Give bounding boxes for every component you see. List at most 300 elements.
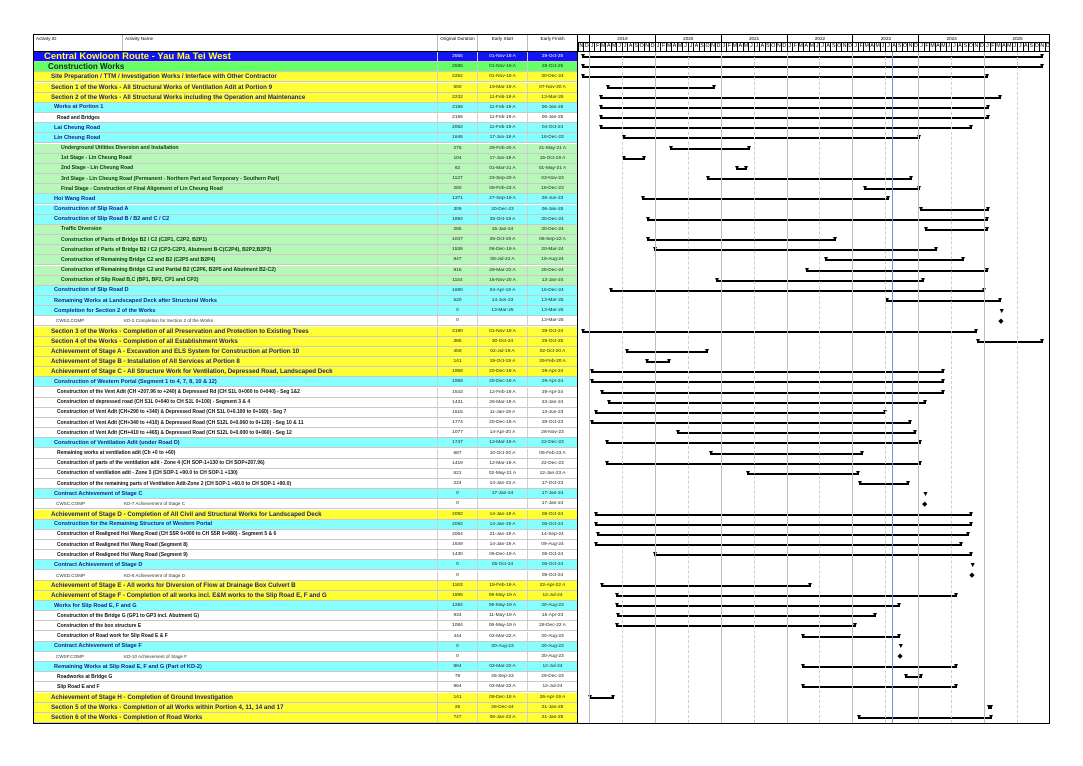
gantt-bar[interactable]	[607, 87, 715, 89]
early-start: 17-Jun-19 A	[477, 133, 527, 142]
activity-name: Site Preparation / TTM / Investigation Works / Interface with Other Contractor	[51, 73, 277, 81]
table-row[interactable]	[34, 601, 577, 611]
early-start: 01-Nov-18 A	[477, 327, 527, 336]
timeline-month: O	[837, 43, 842, 49]
table-row[interactable]	[34, 133, 577, 143]
activity-name: Traffic Diversion	[61, 226, 102, 233]
table-row[interactable]	[34, 235, 577, 245]
timeline-month: N	[776, 43, 781, 49]
milestone-marker[interactable]: ◆	[969, 572, 975, 580]
gantt-bar[interactable]	[582, 56, 1043, 58]
gantt-bar[interactable]	[825, 259, 964, 261]
table-row[interactable]	[34, 489, 577, 499]
activity-name: Construction of Realigned Hoi Wang Road (CH S5R 0+000 to CH S5R 0+080) - Segment 5 & 6	[57, 531, 277, 538]
early-start: 12-Feb-19 A	[477, 388, 527, 397]
early-finish: 05-Oct-24	[527, 560, 577, 569]
timeline-month: F	[793, 43, 797, 49]
early-finish: 30-Aug-23	[527, 632, 577, 641]
gantt-bar[interactable]	[677, 432, 916, 434]
activity-name: Achievement of Stage A - Excavation and ELS System for Construction at Portion 10	[51, 347, 300, 355]
early-finish: 26-Apr-19 A	[527, 693, 577, 702]
early-start: 09-Jul-22 A	[477, 255, 527, 264]
gantt-bar[interactable]	[600, 97, 1001, 99]
header-activity-name[interactable]: Activity Name	[122, 35, 437, 51]
timeline-month: D	[716, 43, 721, 49]
original-duration: 1430	[437, 550, 477, 559]
activity-name: Construction of the Bridge G (GP1 to GP3 incl. Abutment G)	[57, 612, 200, 619]
original-duration: 815	[437, 266, 477, 275]
original-duration: 141	[437, 357, 477, 366]
activity-id: CWSD.COMP	[56, 572, 86, 578]
timeline-month: M	[809, 43, 814, 49]
table-row[interactable]	[34, 164, 577, 174]
table-row[interactable]	[34, 398, 577, 408]
early-finish: 18-Dec-23	[527, 184, 577, 193]
early-start: 06-Dec-19 A	[477, 245, 527, 254]
early-start: 17-Jun-19 A	[477, 154, 527, 163]
original-duration: 1649	[437, 540, 477, 549]
early-finish: 30-Aug-23	[527, 642, 577, 651]
gantt-bar[interactable]	[608, 402, 926, 404]
early-start	[477, 652, 527, 661]
timeline-month: D	[914, 43, 918, 49]
table-row[interactable]	[34, 367, 577, 377]
table-row[interactable]	[34, 205, 577, 215]
early-finish: 17-Jan-24	[527, 489, 577, 498]
table-row[interactable]	[34, 144, 577, 154]
timeline-month: J	[656, 43, 660, 49]
early-finish: 20-Mar-24	[527, 245, 577, 254]
timeline-month: J	[1013, 43, 1017, 49]
early-finish: 13-Mar-25	[527, 296, 577, 305]
original-duration: 1615	[437, 408, 477, 417]
table-row[interactable]	[34, 611, 577, 621]
table-row[interactable]	[34, 652, 577, 662]
gantt-bar[interactable]	[597, 534, 969, 536]
gantt-bar[interactable]	[600, 107, 989, 109]
table-row[interactable]	[34, 184, 577, 194]
table-row[interactable]	[34, 377, 577, 387]
early-finish: 19-Aug-24	[527, 255, 577, 264]
timeline-month: F	[991, 43, 995, 49]
early-finish: 29-Apr-24	[527, 388, 577, 397]
table-row[interactable]	[34, 459, 577, 469]
milestone-marker[interactable]: ◆	[897, 653, 903, 661]
year-gridline	[589, 52, 590, 723]
gantt-bar[interactable]	[707, 178, 912, 180]
early-finish: 05-Sep-22 A	[527, 235, 577, 244]
activity-name: Hoi Wang Road	[54, 195, 96, 202]
gantt-bar[interactable]	[591, 381, 944, 383]
activity-name: Achievement of Stage C - All Structure Work for Ventilation, Depressed Road, Landscaped Deck	[51, 368, 333, 376]
gantt-bar[interactable]	[802, 686, 958, 688]
early-finish: 29-Feb-20 A	[527, 357, 577, 366]
gantt-bar[interactable]	[606, 442, 920, 444]
halfyear-gridline	[754, 52, 755, 723]
activity-name: Central Kowloon Route - Yau Ma Tei West	[44, 52, 231, 62]
gantt-bar[interactable]	[736, 168, 747, 170]
activity-name: KD-10 Achievement of Stage F	[124, 653, 188, 659]
early-finish: 15-Apr-23	[527, 611, 577, 620]
table-row[interactable]	[34, 713, 577, 723]
activity-name: Construction of Vent Adit (CH+340 to +410) & Depressed Road (CH S12L 0+0.060 to 0+120) - Seg 10 & 11	[57, 419, 304, 426]
table-row[interactable]	[34, 581, 577, 591]
original-duration: 78	[437, 672, 477, 681]
activity-name: Construction of Realigned Hoi Wang Road (Segment 8)	[57, 541, 188, 548]
gantt-bar[interactable]	[589, 697, 614, 699]
early-finish: 13-Mar-25	[527, 93, 577, 102]
activity-name: Final Stage - Construction of Final Alignment of Lin Cheung Road	[61, 185, 223, 192]
early-finish: 18-Dec-23	[527, 133, 577, 142]
timeline-month: A	[738, 43, 743, 49]
table-row[interactable]	[34, 621, 577, 631]
original-duration: 1774	[437, 418, 477, 427]
activity-id: CWS2.COMP	[56, 318, 85, 324]
activity-name: Construction of depressed road (CH S1L 0+040 to CH S1L 0+100) - Segment 3 & 4	[57, 399, 251, 406]
halfyear-gridline	[951, 52, 952, 723]
early-start: 29-Feb-20 A	[477, 144, 527, 153]
gantt-bar[interactable]	[595, 412, 886, 414]
early-finish: 30-Dec-24	[527, 225, 577, 234]
early-start: 20-Dec-18 A	[477, 367, 527, 376]
timeline-month: J	[887, 43, 890, 49]
table-row[interactable]	[34, 540, 577, 550]
early-start: 14-Apr-20 A	[477, 428, 527, 437]
early-start: 12-Mar-19 A	[477, 459, 527, 468]
table-row[interactable]	[34, 591, 577, 601]
gantt-bar[interactable]	[654, 554, 972, 556]
timeline-month: A	[628, 43, 633, 49]
gantt-bar[interactable]	[606, 463, 920, 465]
activity-name: Construction of the box structure E	[57, 622, 142, 629]
gantt-bar[interactable]	[925, 229, 988, 231]
gantt-bar[interactable]	[582, 66, 1043, 68]
timeline-month: N	[974, 43, 979, 49]
activity-name: Construction Works	[48, 62, 125, 72]
early-start: 17-Jan-24	[477, 489, 527, 498]
halfyear-gridline	[622, 52, 623, 723]
timeline-year: 2024	[918, 35, 984, 42]
table-row[interactable]	[34, 388, 577, 398]
gantt-sheet	[33, 34, 1050, 724]
gantt-bar[interactable]	[858, 717, 992, 719]
milestone-marker[interactable]: ▼	[969, 561, 977, 569]
table-row[interactable]	[34, 560, 577, 570]
timeline-month: A	[870, 43, 874, 49]
gantt-bar[interactable]	[920, 209, 989, 211]
milestone-marker[interactable]: ▼	[897, 643, 905, 651]
activity-name: Construction of Parts of Bridge B2 / C2 (CP3-C2P3, Abutment B-C(C2P4), B2P2,B2P3)	[61, 246, 272, 253]
gantt-bar[interactable]	[802, 666, 958, 668]
table-row[interactable]	[34, 449, 577, 459]
table-row[interactable]	[34, 123, 577, 133]
original-duration: 520	[437, 296, 477, 305]
original-duration: 0	[437, 571, 477, 580]
activity-name: Slip Road E and F	[57, 683, 100, 690]
header-activity-id[interactable]: Activity ID	[36, 36, 57, 41]
gantt-bar[interactable]	[747, 473, 859, 475]
gantt-bar[interactable]	[647, 219, 988, 221]
table-row[interactable]	[34, 347, 577, 357]
table-row[interactable]	[34, 550, 577, 560]
activity-id: CWSF.COMP	[56, 653, 85, 659]
early-finish: 29-Apr-24	[527, 377, 577, 386]
table-row[interactable]	[34, 530, 577, 540]
timeline-month: A	[936, 43, 940, 49]
table-row[interactable]	[34, 510, 577, 520]
early-finish: 12-Jul-24	[527, 662, 577, 671]
original-duration: 1419	[437, 459, 477, 468]
table-row[interactable]	[34, 174, 577, 184]
early-start	[477, 316, 527, 325]
timeline-month: A	[958, 43, 962, 49]
early-start: 06-Jan-23 A	[477, 713, 527, 722]
timeline-month: O	[1034, 43, 1039, 49]
timeline-month: J	[750, 43, 753, 49]
table-row[interactable]	[34, 682, 577, 692]
gantt-bar[interactable]	[610, 290, 985, 292]
table-row[interactable]	[34, 113, 577, 123]
table-row[interactable]	[34, 225, 577, 235]
gantt-bar[interactable]	[595, 544, 962, 546]
activity-name: Construction of the Vent Adit (CH +207.96 to +240) & Depressed Rd (CH S1L 0+000 to 0+040) - Seg 1&2	[57, 389, 300, 396]
timeline-month: J	[623, 43, 627, 49]
gantt-bar[interactable]	[591, 371, 944, 373]
early-start: 11-Feb-19 A	[477, 93, 527, 102]
timeline-month: A	[606, 43, 611, 49]
table-row[interactable]	[34, 296, 577, 306]
activity-name: Roadworks at Bridge G	[57, 673, 113, 680]
table-row[interactable]	[34, 703, 577, 713]
early-finish: 06-Jan-25	[527, 103, 577, 112]
early-finish: 29-Apr-24	[527, 367, 577, 376]
original-duration: 2062	[437, 123, 477, 132]
early-finish: 28-Jun-23	[527, 194, 577, 203]
timeline-month: S	[831, 43, 836, 49]
gantt-bar[interactable]	[647, 239, 836, 241]
table-row[interactable]	[34, 479, 577, 489]
timeline-year: 2025	[984, 35, 1050, 42]
timeline-month: J	[755, 43, 759, 49]
year-gridline	[984, 52, 985, 723]
milestone-marker[interactable]: ◆	[922, 500, 928, 508]
timeline-month: J	[788, 43, 792, 49]
table-row[interactable]	[34, 154, 577, 164]
original-duration: 2064	[437, 530, 477, 539]
activity-name: Section 5 of the Works - Completion of all Works within Portion 4, 11, 14 and 17	[51, 703, 284, 711]
early-start: 14-Jan-19 A	[477, 510, 527, 519]
table-row[interactable]	[34, 286, 577, 296]
table-row[interactable]	[34, 194, 577, 204]
gantt-bar[interactable]	[806, 270, 988, 272]
early-finish: 22-Dec-23	[527, 438, 577, 447]
activity-name: Construction of Slip Road B / B2 and C / C2	[54, 216, 170, 223]
timeline-year: 2021	[721, 35, 787, 42]
early-finish: 15-Oct-19 A	[527, 154, 577, 163]
early-start: 01-Nov-18 A	[477, 62, 527, 71]
original-duration: 459	[437, 347, 477, 356]
timeline-month: M	[1007, 43, 1012, 49]
original-duration: 1895	[437, 591, 477, 600]
gantt-bar[interactable]	[600, 117, 989, 119]
timeline-month: N	[645, 43, 649, 49]
table-row[interactable]	[34, 662, 577, 672]
timeline-month: F	[661, 43, 666, 49]
activity-name: Works at Portion 1	[54, 104, 104, 111]
timeline-month: A	[760, 43, 765, 49]
original-duration: 600	[437, 83, 477, 92]
gantt-bar[interactable]	[616, 605, 900, 607]
table-row[interactable]	[34, 499, 577, 509]
early-start: 01-Nov-18 A	[477, 72, 527, 81]
activity-name: Construction of Vent Adit (CH+290 to +340) & Depressed Road (CH S1L 0+0.100 to 0+160) - Seg 7	[57, 409, 287, 416]
early-finish: 23-Jan-24	[527, 398, 577, 407]
table-row[interactable]	[34, 418, 577, 428]
table-row[interactable]	[34, 83, 577, 93]
table-row[interactable]	[34, 632, 577, 642]
original-duration: 687	[437, 449, 477, 458]
activity-name: Achievement of Stage D - Completion of All Civil and Structural Works for Landscaped Deck	[51, 510, 322, 518]
table-row[interactable]	[34, 276, 577, 286]
early-start: 13-Mar-25	[477, 306, 527, 315]
header-early-start[interactable]: Early Start	[477, 35, 527, 51]
table-row[interactable]	[34, 428, 577, 438]
gantt-bar[interactable]	[626, 351, 708, 353]
table-row[interactable]	[34, 306, 577, 316]
table-row[interactable]	[34, 672, 577, 682]
table-row[interactable]	[34, 316, 577, 326]
table-row[interactable]	[34, 255, 577, 265]
original-duration: 1084	[437, 621, 477, 630]
original-duration: 25	[437, 703, 477, 712]
early-start: 16-Nov-20 A	[477, 276, 527, 285]
table-row[interactable]	[34, 357, 577, 367]
early-finish: 05-Oct-24	[527, 510, 577, 519]
table-row[interactable]	[34, 215, 577, 225]
gantt-bar[interactable]	[670, 148, 751, 150]
activity-id: CWSC.COMP	[56, 501, 86, 507]
table-row[interactable]	[34, 52, 577, 62]
milestone-marker[interactable]: ◆	[998, 317, 1004, 325]
table-row[interactable]	[34, 245, 577, 255]
milestone-marker[interactable]: ▼	[998, 307, 1006, 315]
early-start: 06-Dec-19 A	[477, 550, 527, 559]
original-duration: 0	[437, 652, 477, 661]
early-start: 02-May-21 A	[477, 469, 527, 478]
original-duration: 0	[437, 642, 477, 651]
original-duration: 1137	[437, 174, 477, 183]
activity-name: Section 6 of the Works - Completion of Road Works	[51, 713, 203, 721]
table-row[interactable]	[34, 62, 577, 72]
gantt-bar[interactable]	[988, 707, 992, 709]
gantt-bar[interactable]	[595, 524, 972, 526]
early-finish: 17-Oct-23	[527, 479, 577, 488]
early-start: 10-Oct-20 A	[477, 449, 527, 458]
early-finish: 13-Jun-23	[527, 408, 577, 417]
early-start	[477, 571, 527, 580]
year-gridline	[655, 52, 656, 723]
early-finish: 29-Oct-24	[527, 327, 577, 336]
original-duration: 1047	[437, 235, 477, 244]
timeline-month: D	[1045, 43, 1050, 49]
table-row[interactable]	[34, 408, 577, 418]
original-duration: 1646	[437, 133, 477, 142]
timeline-month: J	[1019, 43, 1022, 49]
gantt-bar[interactable]	[595, 514, 972, 516]
table-row[interactable]	[34, 693, 577, 703]
timeline-month: O	[903, 43, 908, 49]
early-finish: 05-Oct-24	[527, 520, 577, 529]
gantt-bar[interactable]	[859, 483, 908, 485]
activity-name: Section 4 of the Works - Completion of all Establishment Works	[51, 337, 238, 345]
table-row[interactable]	[34, 266, 577, 276]
early-finish: 02-Oct-20 A	[527, 347, 577, 356]
table-row[interactable]	[34, 571, 577, 581]
gantt-chart	[577, 35, 1049, 723]
header-early-finish[interactable]: Early Finish	[527, 35, 577, 51]
table-row[interactable]	[34, 642, 577, 652]
timeline-month: F	[727, 43, 731, 49]
gantt-bar[interactable]	[582, 76, 988, 78]
original-duration: 1163	[437, 581, 477, 590]
activity-name: 2nd Stage - Lin Cheung Road	[61, 165, 134, 172]
timeline-month: M	[864, 43, 869, 49]
timeline-month: S	[634, 43, 638, 49]
activity-name: Section 3 of the Works - Completion of all Preservation and Protection to Existing Trees	[51, 327, 309, 335]
original-duration: 1747	[437, 438, 477, 447]
table-row[interactable]	[34, 337, 577, 347]
early-start: 30-Aug-23	[477, 642, 527, 651]
table-row[interactable]	[34, 72, 577, 82]
activity-name: KD-8 Achievement of Stage D	[124, 572, 186, 578]
early-start: 01-Mar-21 A	[477, 164, 527, 173]
early-finish: 30-Aug-23	[527, 601, 577, 610]
gantt-bar[interactable]	[654, 249, 936, 251]
early-start: 25-Sep-23	[477, 672, 527, 681]
gantt-bar[interactable]	[646, 361, 670, 363]
early-finish: 30-Dec-24	[527, 72, 577, 81]
table-row[interactable]	[34, 103, 577, 113]
original-duration: 2156	[437, 103, 477, 112]
table-row[interactable]	[34, 93, 577, 103]
gantt-bar[interactable]	[601, 585, 811, 587]
gantt-bar[interactable]	[591, 422, 911, 424]
gantt-bar[interactable]	[977, 341, 1043, 343]
gantt-bar[interactable]	[905, 676, 923, 678]
early-start: 14-Jun-23	[477, 296, 527, 305]
early-finish: 22-Dec-23	[527, 459, 577, 468]
gantt-bar[interactable]	[623, 137, 920, 139]
table-row[interactable]	[34, 469, 577, 479]
table-row[interactable]	[34, 438, 577, 448]
activity-name: Achievement of Stage F - Completion of all works incl. E&M works to the Slip Road E, F and G	[51, 591, 327, 599]
table-row[interactable]	[34, 327, 577, 337]
milestone-marker[interactable]: ▼	[922, 490, 929, 498]
gantt-bar[interactable]	[623, 158, 645, 160]
timeline-month: A	[804, 43, 808, 49]
activity-name: Achievement of Stage E - All works for Diversion of Flow at Drainage Box Culvert B	[51, 581, 296, 589]
timeline-month: D	[650, 43, 655, 49]
original-duration: 1431	[437, 398, 477, 407]
early-finish: 28-Nov-23	[527, 428, 577, 437]
timeline-month: F	[596, 43, 600, 49]
table-row[interactable]	[34, 520, 577, 530]
header-original-duration[interactable]: Original Duration	[437, 35, 477, 51]
original-duration: 365	[437, 337, 477, 346]
early-start: 02-Mar-22 A	[477, 632, 527, 641]
year-gridline	[852, 52, 853, 723]
year-gridline	[787, 52, 788, 723]
